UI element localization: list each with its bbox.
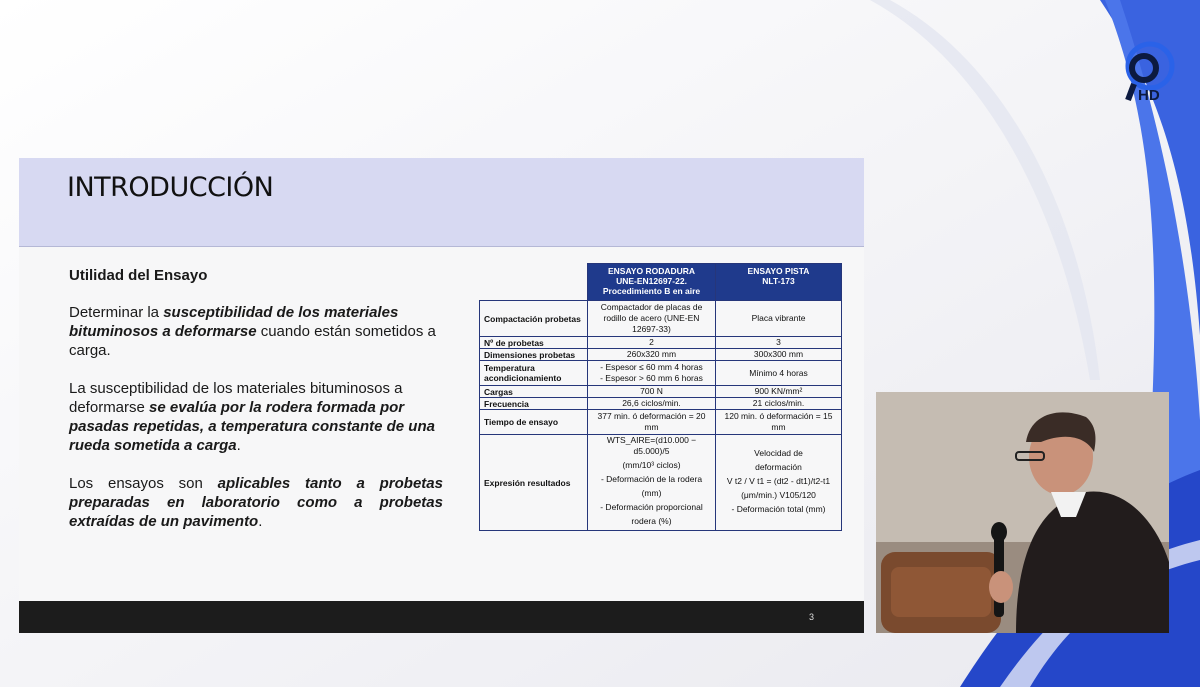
cell-line: - Deformación de la rodera — [600, 474, 703, 484]
table-row — [480, 361, 842, 386]
cell-line: Mínimo 4 horas — [749, 367, 808, 378]
cell-line: 260x320 mm — [626, 349, 677, 359]
table-cell — [716, 337, 842, 349]
cell-line: rodillo de acero (UNE-EN — [603, 313, 700, 323]
table-row — [480, 435, 842, 531]
cell-line: mm — [644, 422, 659, 432]
cell-line: 12697-33) — [632, 324, 671, 334]
table-cell — [588, 398, 716, 410]
cell-line: Compactador de placas de — [600, 302, 703, 312]
header-line: Procedimiento B en aire — [602, 286, 701, 296]
header-line: UNE-EN12697-22. — [616, 276, 687, 286]
table-cell — [588, 410, 716, 435]
cell-line: mm — [771, 422, 786, 432]
row-label: Temperatura acondicionamiento — [480, 361, 588, 386]
speaker-video — [876, 392, 1169, 633]
presentation-slide — [19, 158, 864, 633]
slide-title: INTRODUCCIÓN — [67, 172, 274, 203]
p1-text-c: cuando están sometidos a carga. — [69, 323, 436, 359]
table-row — [480, 410, 842, 435]
paragraph-2 — [69, 379, 443, 455]
table-cell — [716, 410, 842, 435]
table-row — [480, 337, 842, 349]
cell-line: (mm) — [641, 488, 662, 498]
slide-footer — [19, 601, 864, 633]
paragraph-1 — [69, 303, 443, 360]
p2-emphasis: se evalúa por la rodera formada por pasadas repetidas, a temperatura constante de una rueda sometida a carga — [69, 399, 435, 454]
p1-text-a: Determinar la — [69, 304, 164, 321]
table-cell — [588, 386, 716, 398]
cell-line: 26,6 ciclos/min. — [622, 398, 681, 408]
svg-text:HD: HD — [1138, 87, 1160, 104]
p2-text-c: . — [236, 437, 241, 454]
cell-line: - Espesor > 60 mm 6 horas — [600, 373, 703, 383]
table-cell — [716, 435, 842, 531]
cell-line: (μm/min.) V105/120 — [741, 489, 816, 500]
row-label: Cargas — [480, 386, 588, 398]
header-line: NLT-173 — [762, 276, 795, 286]
cell-line: Velocidad de — [754, 447, 803, 458]
row-label: Nº de probetas — [480, 337, 588, 349]
cell-line: - Deformación proporcional — [600, 502, 703, 512]
cell-line: rodera (%) — [631, 516, 672, 526]
table-corner — [480, 264, 588, 301]
p2-text-a: La susceptibilidad de los materiales bituminosos a deformarse — [69, 380, 403, 416]
section-subheading: Utilidad del Ensayo — [69, 267, 208, 284]
slide-header — [19, 158, 864, 247]
cell-line: - Deformación total (mm) — [731, 503, 826, 514]
p3-text-c: . — [258, 513, 263, 530]
cell-line: 377 min. ó deformación = 20 — [597, 411, 706, 421]
table-cell — [716, 386, 842, 398]
cell-line: 900 KN/mm² — [754, 386, 803, 396]
table-cell — [716, 361, 842, 386]
cell-line: deformación — [755, 461, 802, 472]
p1-emphasis: susceptibilidad de los materiales bituminosos a deformarse — [69, 304, 399, 340]
cell-line: Placa vibrante — [751, 313, 806, 323]
table-cell — [716, 398, 842, 410]
table-cell — [588, 337, 716, 349]
table-cell — [588, 361, 716, 386]
table-cell — [588, 435, 716, 531]
row-label: Tiempo de ensayo — [480, 410, 588, 435]
speaker-image — [876, 392, 1169, 633]
cell-line: 300x300 mm — [753, 349, 804, 359]
slide-body-text — [69, 266, 443, 550]
cell-line: 120 min. ó deformación = 15 — [724, 411, 833, 421]
table-cell — [588, 301, 716, 337]
cell-line: - Espesor ≤ 60 mm 4 horas — [600, 362, 703, 372]
p3-emphasis: aplicables tanto a probetas preparadas en laboratorio como a probetas extraídas de un pavimento — [69, 475, 443, 530]
table-cell — [716, 349, 842, 361]
row-label: Dimensiones probetas — [480, 349, 588, 361]
cell-line: WTS_AIRE=(d10.000 − d5.000)/5 — [606, 435, 697, 456]
page-number: 3 — [808, 612, 814, 622]
table-cell — [716, 301, 842, 337]
header-ensayo-pista — [716, 264, 842, 301]
cell-line: 2 — [649, 337, 654, 347]
p3-text-a: Los ensayos son — [69, 475, 218, 492]
row-label: Compactación probetas — [480, 301, 588, 337]
header-line: ENSAYO RODADURA — [607, 266, 696, 276]
row-label: Frecuencia — [480, 398, 588, 410]
row-label: Expresión resultados — [480, 435, 588, 531]
table-row — [480, 301, 842, 337]
cell-line: 3 — [776, 337, 781, 347]
header-line: ENSAYO PISTA — [747, 266, 810, 276]
test-comparison-table — [479, 263, 842, 531]
header-ensayo-rodadura — [588, 264, 716, 301]
paragraph-3 — [69, 474, 443, 531]
cell-line: 21 ciclos/min. — [752, 398, 805, 408]
cell-line: 700 N — [640, 386, 663, 396]
table-cell — [588, 349, 716, 361]
table-row — [480, 349, 842, 361]
table-row — [480, 386, 842, 398]
hd-logo — [1108, 38, 1184, 108]
cell-line: V t2 / V t1 = (dt2 - dt1)/t2-t1 — [726, 475, 831, 486]
cell-line: (mm/10³ ciclos) — [622, 460, 681, 470]
table-row — [480, 398, 842, 410]
